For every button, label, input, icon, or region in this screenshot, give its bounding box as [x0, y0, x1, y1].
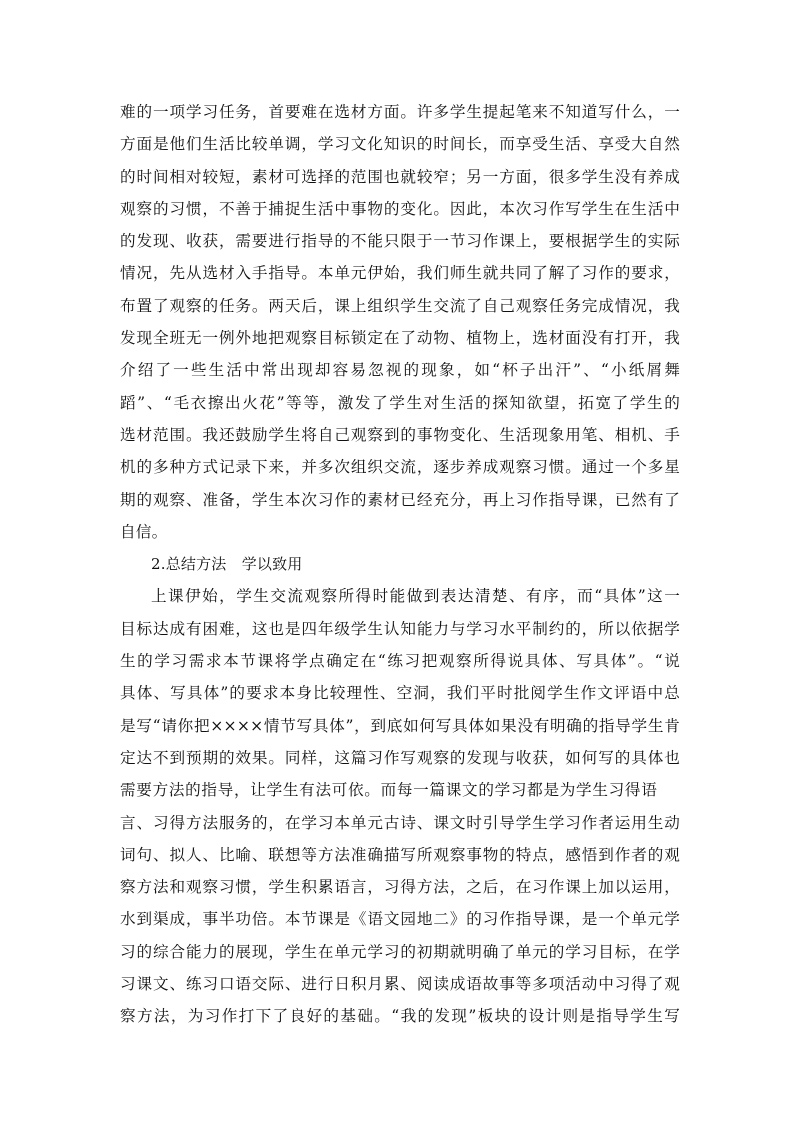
- paragraph-1-line-6: 情况，先从选材入手指导。本单元伊始，我们师生就共同了解了习作的要求，: [120, 264, 680, 283]
- paragraph-2-line-7: 需要方法的指导，让学生有法可依。而每一篇课文的学习都是为学生习得语: [120, 781, 657, 800]
- paragraph-2-line-11: 水到渠成，事半功倍。本节课是《语文园地二》的习作指导课，是一个单元学: [120, 910, 680, 929]
- paragraph-2-line-8: 言、习得方法服务的，在学习本单元古诗、课文时引导学生学习作者运用生动: [120, 813, 680, 832]
- paragraph-1-line-4: 观察的习惯，不善于捕捉生活中事物的变化。因此，本次习作写学生在生活中: [120, 199, 680, 218]
- paragraph-2-line-5: 是写“请你把××××情节写具体”，到底如何写具体如果没有明确的指导学生肯: [120, 716, 680, 735]
- paragraph-2-line-6: 定达不到预期的效果。同样，这篇习作写观察的发现与收获，如何写的具体也: [120, 748, 680, 767]
- section-heading: 2.总结方法 学以致用: [151, 555, 303, 574]
- paragraph-1-line-2: 方面是他们生活比较单调，学习文化知识的时间长，而享受生活、享受大自然: [120, 135, 680, 154]
- paragraph-1-line-1: 难的一项学习任务，首要难在选材方面。许多学生提起笔来不知道写什么，一: [120, 103, 680, 121]
- paragraph-1-line-3: 的时间相对较短，素材可选择的范围也就较窄；另一方面，很多学生没有养成: [120, 167, 680, 186]
- paragraph-1-line-9: 介绍了一些生活中常出现却容易忽视的现象，如“杯子出汗”、“小纸屑舞: [120, 361, 680, 380]
- paragraph-1-line-14: 自信。: [120, 522, 168, 541]
- paragraph-2-line-3: 生的学习需求本节课将学点确定在“练习把观察所得说具体、写具体”。“说: [120, 652, 680, 671]
- paragraph-2-line-12: 习的综合能力的展现，学生在单元学习的初期就明确了单元的学习目标，在学: [120, 942, 680, 961]
- paragraph-2-line-2: 目标达成有困难，这也是四年级学生认知能力与学习水平制约的，所以依据学: [120, 619, 680, 638]
- paragraph-2-line-9: 词句、拟人、比喻、联想等方法准确描写所观察事物的特点，感悟到作者的观: [120, 845, 680, 864]
- document-body: [120, 96, 680, 1033]
- paragraph-2-line-13: 习课文、练习口语交际、进行日积月累、阅读成语故事等多项活动中习得了观: [120, 975, 680, 994]
- paragraph-1-line-5: 的发现、收获，需要进行指导的不能只限于一节习作课上，要根据学生的实际: [120, 232, 680, 251]
- paragraph-2-line-4: 具体、写具体”的要求本身比较理性、空洞，我们平时批阅学生作文评语中总: [120, 684, 680, 703]
- paragraph-1-line-8: 发现全班无一例外地把观察目标锁定在了动物、植物上，选材面没有打开，我: [120, 329, 680, 348]
- paragraph-2-line-14: 察方法，为习作打下了良好的基础。“我的发现”板块的设计则是指导学生写: [120, 1007, 680, 1026]
- paragraph-1-line-7: 布置了观察的任务。两天后，课上组织学生交流了自己观察任务完成情况，我: [120, 296, 680, 315]
- paragraph-1-line-10: 蹈”、“毛衣擦出火花”等等，激发了学生对生活的探知欲望，拓宽了学生的: [120, 393, 680, 412]
- paragraph-1-line-13: 期的观察、准备，学生本次习作的素材已经充分，再上习作指导课，已然有了: [120, 490, 680, 509]
- paragraph-2-line-1: 上课伊始，学生交流观察所得时能做到表达清楚、有序，而“具体”这一: [151, 587, 680, 606]
- paragraph-1-line-12: 机的多种方式记录下来，并多次组织交流，逐步养成观察习惯。通过一个多星: [120, 458, 680, 477]
- paragraph-1-line-11: 选材范围。我还鼓励学生将自己观察到的事物变化、生活现象用笔、相机、手: [120, 425, 680, 444]
- paragraph-2-line-10: 察方法和观察习惯，学生积累语言，习得方法，之后，在习作课上加以运用，: [120, 878, 680, 897]
